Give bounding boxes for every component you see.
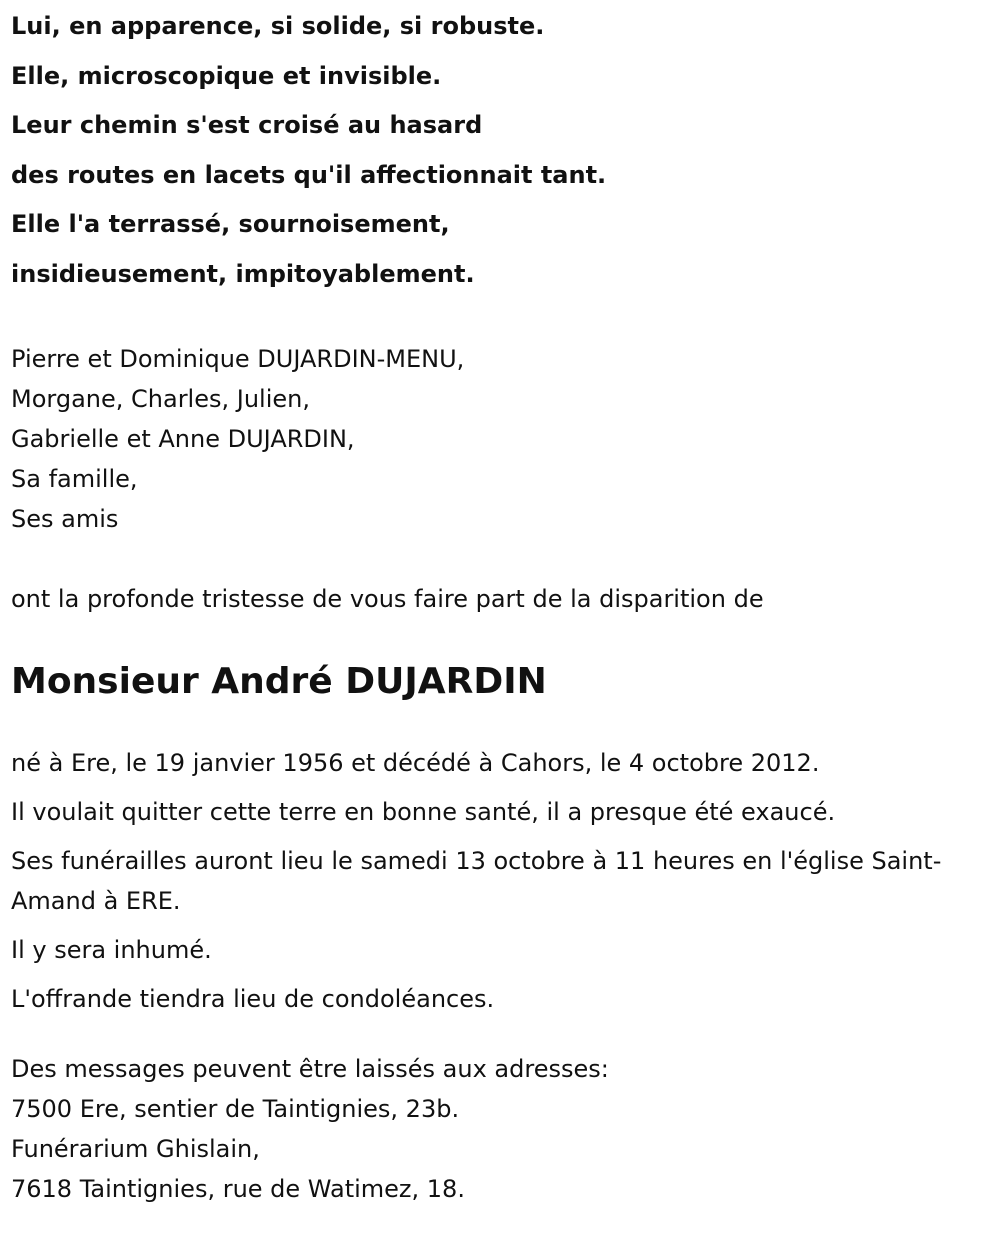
address-line: 7618 Taintignies, rue de Watimez, 18. <box>11 1175 465 1203</box>
family-member: Sa famille, <box>11 465 138 493</box>
addresses-block <box>11 1049 986 1209</box>
deceased-name: Monsieur André DUJARDIN <box>11 661 547 702</box>
detail-paragraph: L'offrande tiendra lieu de condoléances. <box>11 985 495 1013</box>
announcement-text: ont la profonde tristesse de vous faire part de la disparition de <box>11 585 764 613</box>
family-member: Pierre et Dominique DUJARDIN-MENU, <box>11 345 465 373</box>
poem-line: Leur chemin s'est croisé au hasard <box>11 111 483 139</box>
poem-line: Elle, microscopique et invisible. <box>11 61 442 90</box>
detail-paragraph: né à Ere, le 19 janvier 1956 et décédé à Cahors, le 4 octobre 2012. <box>11 749 820 777</box>
obituary-page <box>11 0 986 1209</box>
address-line: Des messages peuvent être laissés aux adresses: <box>11 1055 609 1083</box>
poem-line: insidieusement, impitoyablement. <box>11 259 475 288</box>
detail-paragraph: Il y sera inhumé. <box>11 936 212 964</box>
poem-line: Lui, en apparence, si solide, si robuste. <box>11 12 545 40</box>
poem-line: des routes en lacets qu'il affectionnait tant. <box>11 160 607 189</box>
address-line: 7500 Ere, sentier de Taintignies, 23b. <box>11 1095 460 1123</box>
family-list <box>11 339 986 539</box>
family-member: Morgane, Charles, Julien, <box>11 385 310 413</box>
family-member: Gabrielle et Anne DUJARDIN, <box>11 425 355 453</box>
detail-paragraph: Il voulait quitter cette terre en bonne santé, il a presque été exaucé. <box>11 798 836 826</box>
poem-block <box>11 2 986 299</box>
detail-paragraph: Ses funérailles auront lieu le samedi 13 octobre à 11 heures en l'église Saint-Amand à ERE. <box>11 847 942 915</box>
family-member: Ses amis <box>11 505 119 533</box>
address-line: Funérarium Ghislain, <box>11 1135 260 1163</box>
poem-line: Elle l'a terrassé, sournoisement, <box>11 210 450 238</box>
details-block <box>11 743 986 1019</box>
